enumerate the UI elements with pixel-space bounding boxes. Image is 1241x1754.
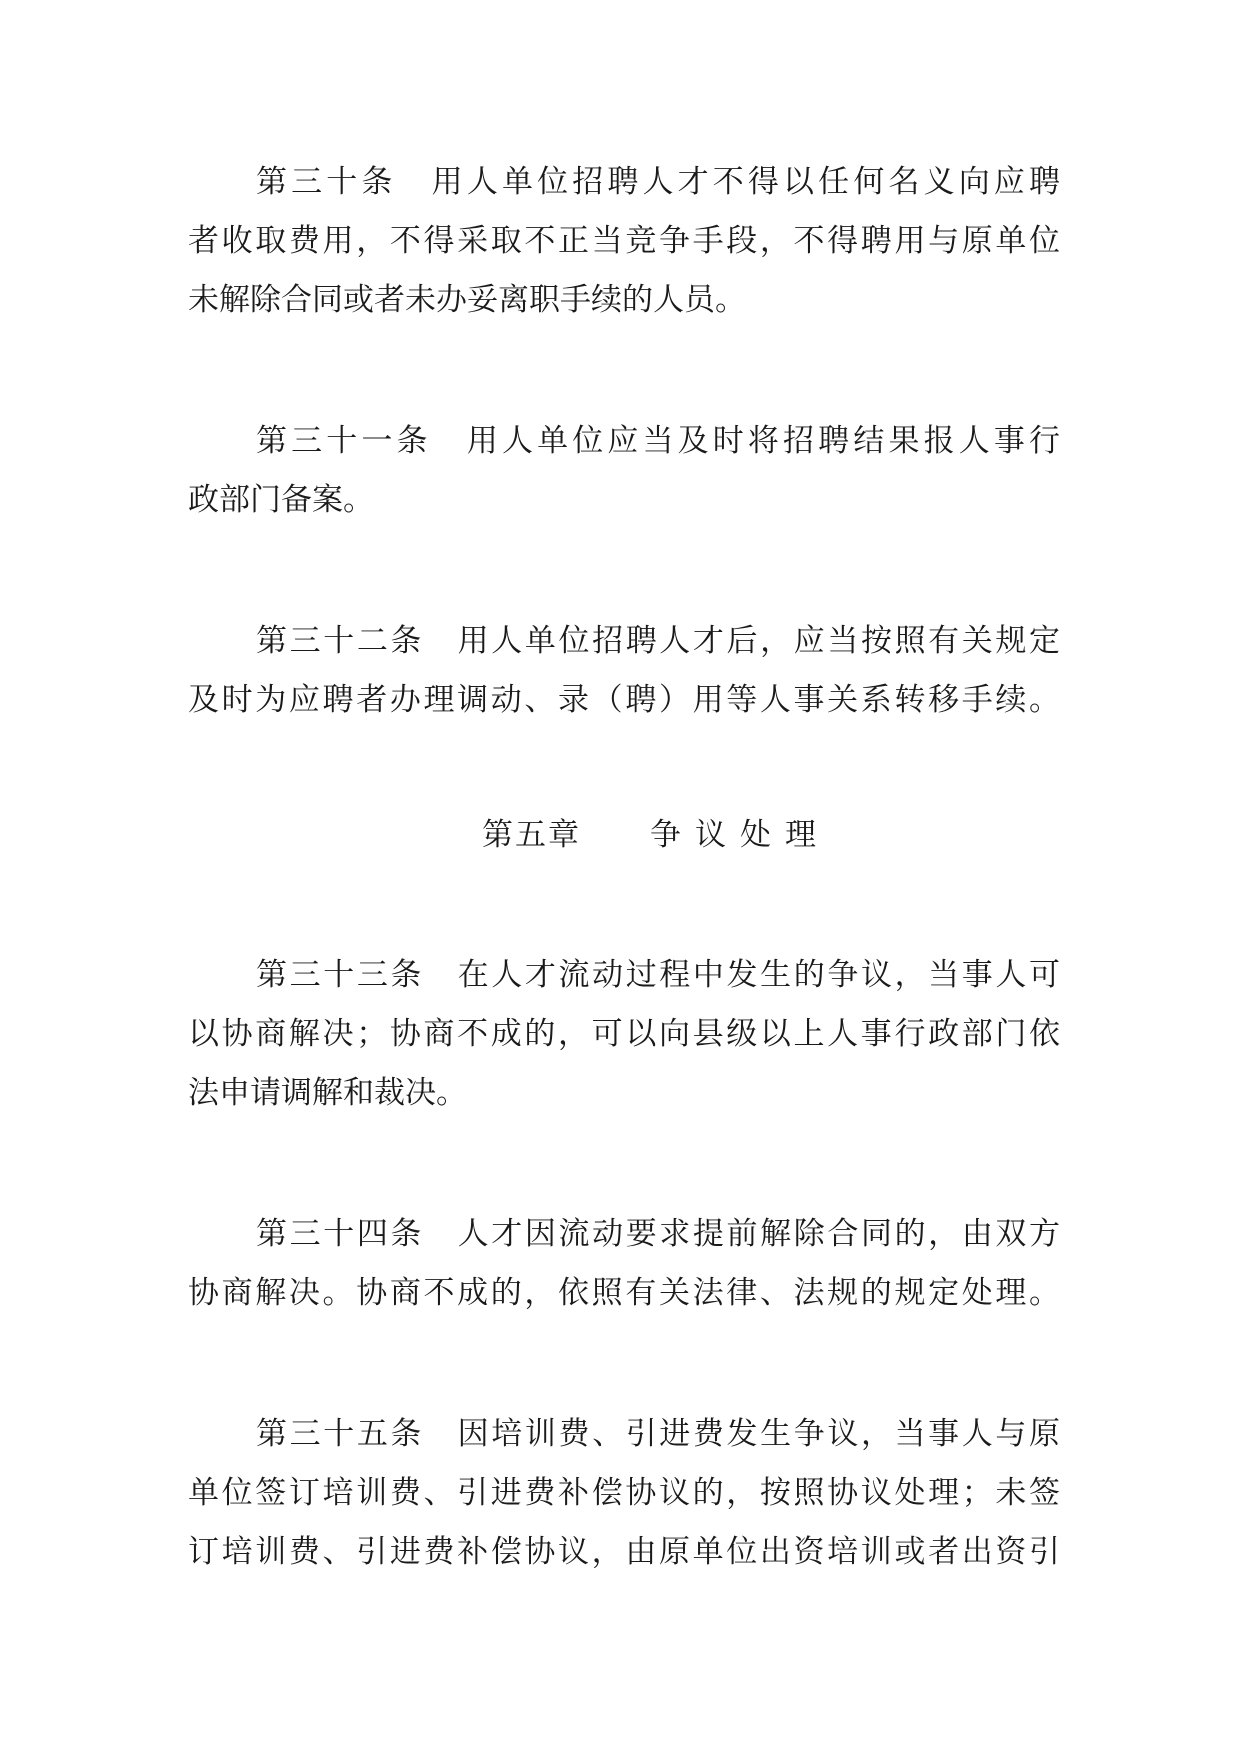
- article-34-line-1: 第三十四条 人才因流动要求提前解除合同的，由双方: [256, 1216, 1060, 1252]
- article-33-line-1: 第三十三条 在人才流动过程中发生的争议，当事人可: [256, 957, 1060, 993]
- article-33-line-2: 以协商解决；协商不成的，可以向县级以上人事行政部门依: [188, 1016, 1060, 1052]
- article-31-line-1: 第三十一条 用人单位应当及时将招聘结果报人事行: [256, 423, 1060, 459]
- article-30-line-3: 未解除合同或者未办妥离职手续的人员。: [188, 282, 746, 318]
- article-35-line-2: 单位签订培训费、引进费补偿协议的，按照协议处理；未签: [188, 1475, 1060, 1511]
- article-35-line-3: 订培训费、引进费补偿协议，由原单位出资培训或者出资引: [188, 1534, 1060, 1570]
- chapter-number: 第五章: [482, 817, 581, 853]
- article-30-line-2: 者收取费用，不得采取不正当竞争手段，不得聘用与原单位: [188, 223, 1060, 259]
- article-30-line-1: 第三十条 用人单位招聘人才不得以任何名义向应聘: [256, 164, 1060, 200]
- article-32-line-1: 第三十二条 用人单位招聘人才后，应当按照有关规定: [256, 623, 1060, 659]
- chapter-title: 争议处理: [650, 817, 830, 853]
- article-32-line-2: 及时为应聘者办理调动、录（聘）用等人事关系转移手续。: [188, 682, 1060, 718]
- article-34-line-2: 协商解决。协商不成的，依照有关法律、法规的规定处理。: [188, 1275, 1060, 1311]
- article-33-line-3: 法申请调解和裁决。: [188, 1075, 467, 1111]
- article-31-line-2: 政部门备案。: [188, 482, 374, 518]
- article-35-line-1: 第三十五条 因培训费、引进费发生争议，当事人与原: [256, 1416, 1060, 1452]
- chapter-heading: [0, 815, 1241, 855]
